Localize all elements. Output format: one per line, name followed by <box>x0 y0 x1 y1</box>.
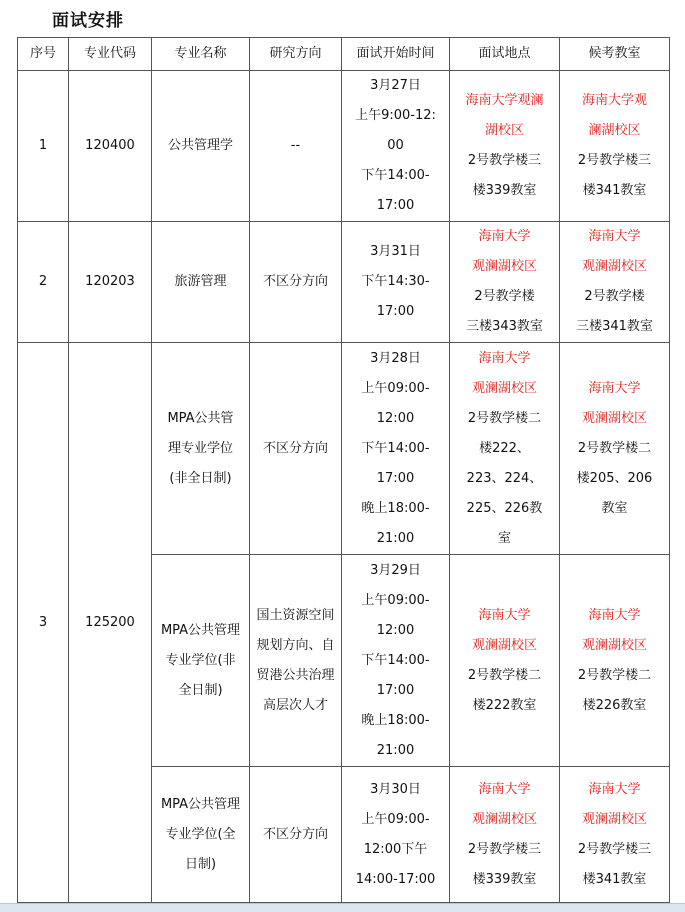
campus-line: 海南大学 <box>588 607 641 623</box>
seq-cell: 1 <box>18 71 69 222</box>
code-cell: 120203 <box>69 222 152 343</box>
seq-cell: 2 <box>18 222 69 343</box>
room-line: 2号教学楼二 <box>467 410 542 426</box>
time-line: 12:00 <box>376 410 415 426</box>
campus-line: 海南大学 <box>478 781 531 797</box>
major-cell: MPA公共管理专业学位(非全日制) <box>152 343 250 555</box>
time-line: 12:00 <box>376 622 415 638</box>
room-line: 2号教学楼三 <box>577 153 652 168</box>
campus-line: 观澜湖校区 <box>581 410 647 426</box>
time-line: 00 <box>387 138 404 153</box>
room-line: 2号教学楼三 <box>467 153 542 168</box>
campus-line: 观澜湖校区 <box>471 380 537 396</box>
room-line: 223、224、 <box>466 470 543 486</box>
major-cell: 公共管理学 <box>152 71 250 222</box>
header-cell: 专业名称 <box>152 38 250 71</box>
time-line: 21:00 <box>376 530 415 546</box>
time-line: 21:00 <box>376 742 415 758</box>
room-line: 楼341教室 <box>582 871 647 887</box>
campus-line: 澜湖校区 <box>588 123 641 138</box>
room-line: 楼222教室 <box>472 697 537 713</box>
room-line: 2号教学楼 <box>474 289 535 304</box>
time-line: 晚上18:00- <box>361 500 430 516</box>
time-line: 上午9:00-12: <box>355 108 436 123</box>
direction-cell: 不区分方向 <box>250 767 342 903</box>
room-line: 楼339教室 <box>472 183 537 198</box>
campus-line: 海南大学 <box>588 781 641 797</box>
waiting-room-cell <box>560 71 670 222</box>
time-line: 17:00 <box>376 470 415 486</box>
room-line: 225、226教 <box>466 500 543 516</box>
header-cell: 研究方向 <box>250 38 342 71</box>
campus-line: 海南大学 <box>478 229 531 244</box>
location-cell <box>450 222 560 343</box>
room-line: 楼226教室 <box>582 697 647 713</box>
time-line: 下午14:00- <box>361 652 430 668</box>
room-line: 楼341教室 <box>582 183 647 198</box>
time-line: 3月30日 <box>370 781 421 797</box>
room-line: 楼339教室 <box>472 871 537 887</box>
room-line: 楼205、206 <box>576 470 653 486</box>
campus-line: 海南大学 <box>478 607 531 623</box>
campus-line: 观澜湖校区 <box>471 637 537 653</box>
time-line: 下午14:30- <box>361 274 430 289</box>
campus-line: 海南大学 <box>588 229 641 244</box>
direction-cell: -- <box>250 71 342 222</box>
time-line: 晚上18:00- <box>361 712 430 728</box>
code-cell: 120400 <box>69 71 152 222</box>
room-line: 楼222、 <box>479 440 530 456</box>
campus-line: 海南大学观澜 <box>465 93 544 108</box>
waiting-room-cell <box>560 555 670 767</box>
room-line: 2号教学楼三 <box>467 841 542 857</box>
campus-line: 观澜湖校区 <box>581 259 647 274</box>
room-line: 2号教学楼 <box>584 289 645 304</box>
major-cell: MPA公共管理专业学位(非全日制) <box>152 555 250 767</box>
time-line: 3月31日 <box>370 244 421 259</box>
time-line: 3月27日 <box>370 78 421 93</box>
time-cell <box>342 343 450 555</box>
location-cell <box>450 343 560 555</box>
campus-line: 海南大学 <box>478 350 531 366</box>
time-line: 上午09:00- <box>361 811 430 827</box>
direction-cell: 不区分方向 <box>250 343 342 555</box>
campus-line: 湖校区 <box>484 123 524 138</box>
time-cell <box>342 222 450 343</box>
time-cell <box>342 555 450 767</box>
table-row <box>18 222 670 343</box>
direction-cell: 不区分方向 <box>250 222 342 343</box>
table-row <box>18 343 670 555</box>
interview-schedule-table <box>17 37 670 903</box>
seq-cell: 3 <box>18 343 69 903</box>
waiting-room-cell <box>560 343 670 555</box>
time-line: 下午14:00- <box>361 440 430 456</box>
table-row <box>18 71 670 222</box>
location-cell <box>450 71 560 222</box>
room-line: 2号教学楼二 <box>577 667 652 683</box>
campus-line: 观澜湖校区 <box>471 811 537 827</box>
time-cell <box>342 767 450 903</box>
header-cell: 候考教室 <box>560 38 670 71</box>
time-line: 上午09:00- <box>361 592 430 608</box>
campus-line: 观澜湖校区 <box>581 811 647 827</box>
header-cell: 面试地点 <box>450 38 560 71</box>
major-cell: 旅游管理 <box>152 222 250 343</box>
header-cell: 专业代码 <box>69 38 152 71</box>
location-cell <box>450 767 560 903</box>
room-line: 2号教学楼二 <box>467 667 542 683</box>
time-cell <box>342 71 450 222</box>
time-line: 17:00 <box>376 198 415 213</box>
major-cell: MPA公共管理专业学位(全日制) <box>152 767 250 903</box>
location-cell <box>450 555 560 767</box>
time-line: 3月28日 <box>370 350 421 366</box>
room-line: 室 <box>497 530 511 546</box>
campus-line: 观澜湖校区 <box>581 637 647 653</box>
time-line: 3月29日 <box>370 562 421 578</box>
time-line: 12:00下午 <box>363 841 428 857</box>
waiting-room-cell <box>560 767 670 903</box>
time-line: 下午14:00- <box>361 168 430 183</box>
direction-cell: 国土资源空间规划方向、自贸港公共治理高层次人才 <box>250 555 342 767</box>
room-line: 2号教学楼三 <box>577 841 652 857</box>
room-line: 2号教学楼二 <box>577 440 652 456</box>
campus-line: 海南大学 <box>588 380 641 396</box>
code-cell: 125200 <box>69 343 152 903</box>
room-line: 三楼343教室 <box>466 319 543 334</box>
campus-line: 观澜湖校区 <box>471 259 537 274</box>
time-line: 上午09:00- <box>361 380 430 396</box>
time-line: 17:00 <box>376 304 415 319</box>
waiting-room-cell <box>560 222 670 343</box>
room-line: 教室 <box>601 500 628 516</box>
campus-line: 海南大学观 <box>581 93 647 108</box>
room-line: 三楼341教室 <box>576 319 653 334</box>
time-line: 14:00-17:00 <box>355 871 436 887</box>
header-row <box>18 38 670 71</box>
header-cell: 序号 <box>18 38 69 71</box>
time-line: 17:00 <box>376 682 415 698</box>
page-title: 面试安排 <box>52 11 124 31</box>
header-cell: 面试开始时间 <box>342 38 450 71</box>
